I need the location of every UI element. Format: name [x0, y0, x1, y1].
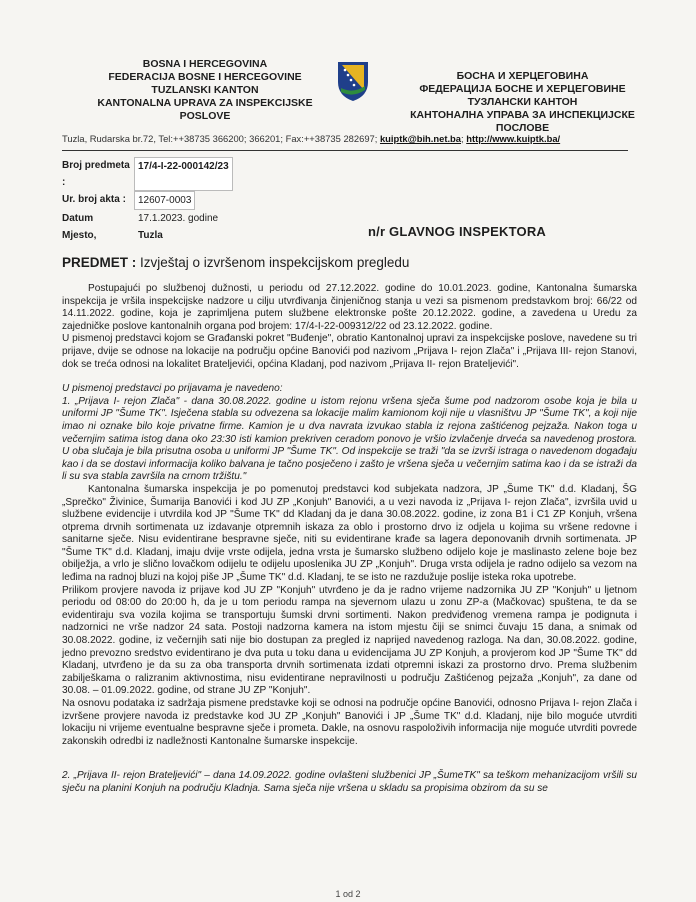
header-divider — [62, 150, 628, 151]
meta-label: Datum — [62, 213, 94, 224]
meta-label: Mjesto, — [62, 230, 97, 241]
meta-label: Broj predmeta : — [62, 160, 130, 188]
meta-value: 17.1.2023. godine — [138, 213, 219, 224]
header-left-line: FEDERACIJA BOSNE I HERCEGOVINE — [108, 71, 302, 83]
paragraph: 2. „Prijava II- rejon Brateljevići" – dana 14.09.2022. godine ovlašteni službenici JP „ŠumeTK" sa teškom mehanizacijom vršili su sječu na planini Konjuh na području Kladnja. Sama sječa nije vršena u skladu sa propisima obzirom da su se — [62, 770, 637, 794]
subject-line — [62, 255, 409, 270]
meta-row-place — [62, 227, 233, 244]
paragraph: 1. „Prijava I- rejon Zlača" - dana 30.08.2022. godine u istom rejonu vršena sječa šume pod nadzorom osobe koja je bila u uniformi JP "Šume TK". Isječena stabla su odvezena sa lokacije malim kamionom koji nije u vlasništvu JP "Šume TK", a koji nije imao ni oznake bilo koje privatne firme. Kamion je u dva navrata izvukao stabla iz rejona zaštićenog pejzaža. Nakon toga u večernjim satima istog dana oko 23:30 isti kamion prekriven ceradom ponovo je vršio izvlačenje drveća sa navedenog prostora. U oba slučaja je bila prisutna osoba u uniformi JP "Šume TK". Od inspekcije se traži "da se izvrši istraga o navedenom događaju kao i da se dostavi informacija koliko balvana je tačno posječeno i zašto je vršena sječa u večernjim satima kao i da se istraži da li su sva stabla završila na crnom tržištu." — [62, 395, 637, 483]
paragraph: Na osnovu podataka iz sadržaja pismene predstavke koji se odnosi na područje općine Banovići, odnosno Prijava I- rejon Zlača i izvršene provjere navoda iz predstavke kod JU ZP „Konjuh" Banovići i JP „Šume TK" d.d. Kladanj, nije bilo moguće utvrditi lokaciju ni vrijeme eventualne bespravne sječe i prometa. Dakle, na osnovu raspoloživih informacija nije moguće utvrditi povrede zakonskih odredbi iz nadležnosti Kantonalne šumarske inspekcije. — [62, 698, 637, 747]
header-right-line: ТУЗЛАНСКИ КАНТОН — [467, 96, 578, 108]
paragraph: Prilikom provjere navoda iz prijave kod JU ZP "Konjuh" utvrđeno je da je radno vrijeme nadzornika JU ZP "Konjuh" u ljetnom periodu od 08:00 do 20:00 h, da je u tom periodu rampa na sjevernom ulazu u zonu ZP-a (Mačkovac) spuštena, te da se evidentiraju sva vozila kojima se transportuju šumski drvni sortimenti. Nakon predviđenog vremena rampa je podignuta i nadzornici ne vrše nadzor 24 sata. Postoji nadzorna kamera na istom mjestu čiji se snimci čuvaju 15 dana, a snimak od 30.08.2022. godine, iz večernjih sati nije bio dostupan za pregled iz naprijed navedenog razloga. Na dan, 30.08.2022. godine, jedno prevozno sredstvo evidentirano je dva puta u toku dana u evidencijama JU ZP Konjuh, a provjerom kod JP "Šume TK" dd Kladanj, utvrđeno je da su za oba transporta drvnih sortimenata izdati otpremni iskazi za prostorno drvo. Prema službenim zabilješkama o ralizranim aktivnostima, nisu evidentirane nepravilnosti u području Zaštićenog pejzaža „Konjuh", za dane od 30.08. – 01.09.2022. godine, od strane JU ZP "Konjuh". — [62, 584, 637, 697]
contact-separator: ; — [461, 133, 464, 144]
document-metadata — [62, 157, 233, 244]
attention-line: n/r GLAVNOG INSPEKTORA — [368, 224, 546, 239]
page-number: 1 od 2 — [335, 889, 361, 899]
header-right-institution — [390, 70, 655, 135]
paragraph: Kantonalna šumarska inspekcija je po pomenutoj predstavci kod subjekata nadzora, JP „Šume TK" d.d. Kladanj, ŠG „Sprečko" Živinice, Šumarija Banovići i kod JU ZP „Konjuh" Banovići, a u vezi navoda iz „Prijava I- rejon Zlača", izvršila uvid u službene evidencije i utvrdila kod JP "Šume TK" dd Kladanj da je dana 30.08.2022. godine, iz zona B1 i C1 ZP Konjuh, vršena otprema drvnih sortimenata uz izdavanje otpremnih iskaza za oblo i prostorno drvo iz odjela u kojima su vršene redovne i sanitarne sječe. Nisu evidentirane bespravne sječe, niti su evidentirane krađe sa lagera deponovanih drvnih sortimenata. JP "Šume TK" d.d. Kladanj, imaju dvije vrste odijela, jedna vrsta je šumarsko službeno odijelo koje je maslinasto zelene boje bez obilježja, a vrlo je slično lovačkom odijelu te odijelu uposlenika JU ZP „Konjuh". Druga vrsta odijela je radno odijelo sa vezom na leđima na radnoj bluzi na kojoj piše JP „Šume TK" d.d. Kladanj, te se isto ne razdužuje poslije isteka roka upotrebe. — [62, 483, 637, 584]
header-left-line: KANTONALNA UPRAVA ZA INSPEKCIJSKE — [97, 97, 313, 109]
email-link[interactable]: kuiptk@bih.net.ba — [379, 133, 461, 144]
header-left-line: BOSNA I HERCEGOVINA — [142, 58, 268, 70]
header-left-line: POSLOVE — [179, 110, 231, 122]
header-right-line: ПОСЛОВЕ — [495, 122, 550, 134]
header-right-line: БОСНА И ХЕРЦЕГОВИНА — [456, 70, 589, 82]
meta-row-file-number — [62, 191, 233, 210]
meta-row-date — [62, 210, 233, 227]
meta-value: Tuzla — [138, 230, 163, 241]
subject-label: PREDMET : — [62, 255, 137, 270]
contact-line — [62, 133, 682, 144]
meta-label: Ur. broj akta : — [62, 194, 126, 205]
header-left-institution — [80, 58, 330, 123]
paragraph: U pismenoj predstavci po prijavama je navedeno: — [62, 383, 283, 395]
header-right-line: КАНТОНАЛНА УПРАВА ЗА ИНСПЕКЦИЈСКЕ — [410, 109, 635, 121]
address-text: Tuzla, Rudarska br.72, Tel:++38735 366200; 366201; Fax:++38735 282697; — [62, 133, 378, 144]
document-body — [62, 283, 637, 796]
header-left-line: TUZLANSKI KANTON — [151, 84, 259, 96]
paragraph: U pismenoj predstavci kojom se Građanski pokret "Buđenje", obratio Kantonalnoj upravi za inspekcijske poslove, navedene su tri prijave, dvije se odnose na lokacije na području općine Banovići pod nazivom „Prijava I- rejon Zlača" i „Prijava III- rejon Stanovi, dok se treća odnosi na lokalitet Brateljevići, općina Kladanj, pod nazivom „Prijava II- rejon Brateljevići". — [62, 333, 637, 370]
header-right-line: ФЕДЕРАЦИЈА БОСНЕ И ХЕРЦЕГОВИНЕ — [419, 83, 626, 95]
meta-value: 17/4-I-22-000142/23 — [134, 157, 233, 191]
website-link[interactable]: http://www.kuiptk.ba/ — [466, 133, 561, 144]
meta-value: 12607-0003 — [134, 191, 195, 210]
coat-of-arms-icon — [336, 60, 370, 102]
meta-row-case-number — [62, 157, 233, 191]
subject-text: Izvještaj o izvršenom inspekcijskom pregledu — [140, 255, 410, 270]
paragraph: Postupajući po službenoj dužnosti, u periodu od 27.12.2022. godine do 10.01.2023. godine, Kantonalna šumarska inspekcija je vršila inspekcijske nadzore u cilju utvrđivanja činjeničnog stanja u vezi sa pismenom predstavkom broj: 66/22 od 14.11.2022. godine, koja je zaprimljena putem službene elektronske pošte 20.12.2022. godine, a zavedena u Uredu za zajedničke poslove kantonalnih organa pod brojem: 17/4-I-22-009312/22 od 23.12.2022. godine. — [62, 283, 637, 332]
